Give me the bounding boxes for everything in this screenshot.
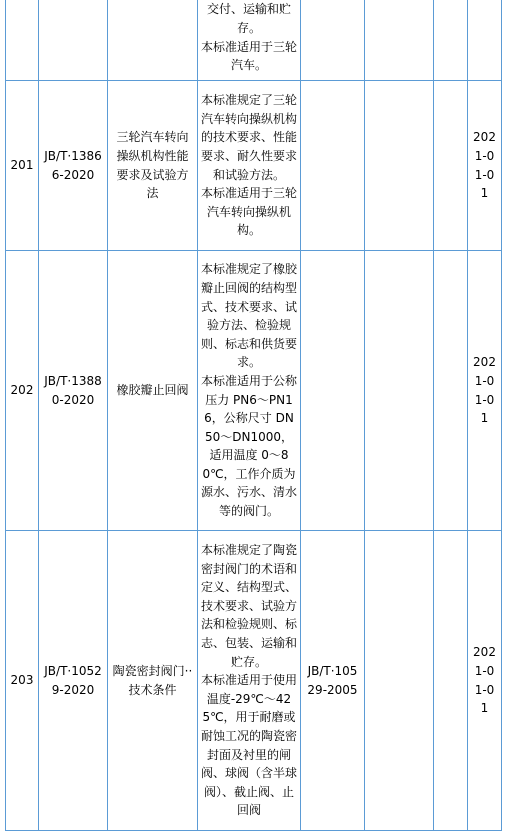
scope-paragraph: 交付、运输和贮存。 [206, 2, 291, 35]
scope-paragraph: 本标准规定了橡胶瓣止回阀的结构型式、技术要求、试验方法、检验规则、标志和供货要求。 [201, 262, 298, 370]
empty-cell [365, 251, 434, 531]
row-index-cell [6, 0, 39, 81]
implementation-date-cell: 2021-01-01 [468, 531, 502, 831]
scope-paragraph: 本标准规定了陶瓷密封阀门的术语和定义、结构型式、技术要求、试验方法和检验规则、标志、包装、运输和贮存。 [201, 543, 298, 669]
empty-cell [434, 81, 468, 251]
scope-paragraph: 本标准适用于公称压力 PN6～PN16，公称尺寸 DN50～DN1000，适用温度 0～80℃，工作介质为源水、污水、清水等的阀门。 [201, 373, 298, 519]
standard-name-cell: 橡胶瓣止回阀 [108, 251, 198, 531]
standard-code-cell [39, 0, 108, 81]
empty-cell [434, 0, 468, 81]
standard-name-cell: 三轮汽车转向操纵机构性能要求及试验方法 [108, 81, 198, 251]
empty-cell [434, 251, 468, 531]
table-row [6, 81, 502, 251]
scope-paragraph: 本标准规定了三轮汽车转向操纵机构的技术要求、性能要求、耐久性要求和试验方法。 [201, 93, 298, 182]
row-index-cell: 202 [6, 251, 39, 531]
standard-name-cell [108, 0, 198, 81]
scope-paragraph: 本标准适用于使用温度-29℃～425℃，用于耐磨或耐蚀工况的陶瓷密封面及衬里的闸阀、球阀（含半球阀）、截止阀、止回阀 [201, 673, 298, 818]
standard-code-cell: JB/T·13866-2020 [39, 81, 108, 251]
replaced-standard-cell: JB/T·10529-2005 [301, 531, 365, 831]
empty-cell [434, 531, 468, 831]
implementation-date-cell [468, 0, 502, 81]
scope-paragraph: 本标准适用于三轮汽车。 [201, 39, 298, 73]
standard-name-cell: 陶瓷密封阀门··技术条件 [108, 531, 198, 831]
table-row [6, 0, 502, 81]
implementation-date-cell: 2021-01-01 [468, 81, 502, 251]
scope-cell [198, 531, 301, 831]
scope-cell [198, 81, 301, 251]
standard-code-cell: JB/T·10529-2020 [39, 531, 108, 831]
replaced-standard-cell [301, 251, 365, 531]
row-index-cell: 201 [6, 81, 39, 251]
row-index-cell: 203 [6, 531, 39, 831]
table-row [6, 531, 502, 831]
empty-cell [365, 531, 434, 831]
empty-cell [365, 0, 434, 81]
replaced-standard-cell [301, 0, 365, 81]
table-row [6, 251, 502, 531]
scope-cell [198, 0, 301, 81]
replaced-standard-cell [301, 81, 365, 251]
standard-code-cell: JB/T·13880-2020 [39, 251, 108, 531]
implementation-date-cell: 2021-01-01 [468, 251, 502, 531]
standards-table [5, 0, 502, 831]
empty-cell [365, 81, 434, 251]
scope-paragraph: 本标准适用于三轮汽车转向操纵机构。 [201, 186, 298, 238]
scope-cell [198, 251, 301, 531]
